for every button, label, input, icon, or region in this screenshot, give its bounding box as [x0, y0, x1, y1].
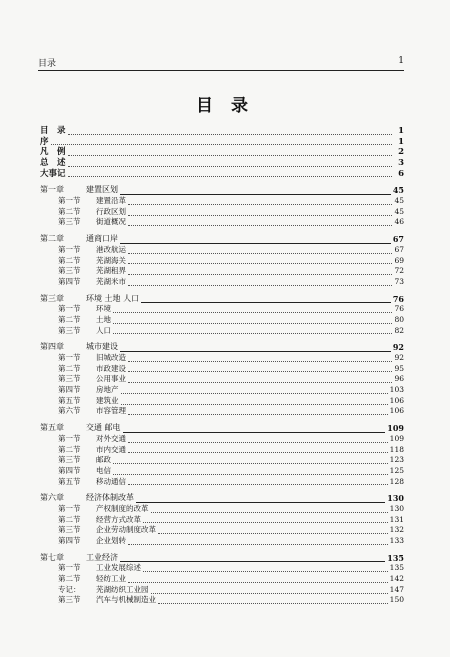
- toc-leader: [51, 143, 392, 145]
- toc-entry-text: 企业划转: [96, 536, 126, 546]
- toc-entry-section[interactable]: [40, 326, 404, 337]
- toc-leader: [151, 511, 388, 513]
- toc-page-number: 92: [394, 353, 404, 363]
- toc-entry-text: 芜湖米市: [96, 276, 126, 286]
- toc-leader: [128, 543, 388, 545]
- toc-entry-text: 汽车与机械制造业: [96, 595, 156, 605]
- toc-page-number: 109: [389, 433, 404, 443]
- toc-leader: [120, 193, 391, 195]
- toc-page-number: 147: [389, 584, 404, 594]
- toc-entry-label: [40, 434, 126, 445]
- toc-entry-number: 第二节: [58, 444, 81, 454]
- running-header: [38, 56, 404, 70]
- toc-leader: [113, 322, 392, 324]
- toc-page-number: 3: [398, 158, 404, 169]
- toc-leader: [128, 203, 392, 205]
- toc-entry-label: [40, 455, 111, 466]
- toc-entry-label: [40, 396, 119, 407]
- toc-page-number: 133: [389, 536, 404, 546]
- toc-entry-text: 邮政: [96, 455, 111, 465]
- toc-entry-text: 电信: [96, 465, 111, 475]
- toc-entry-number: 第一节: [58, 244, 81, 254]
- toc-page-number: 132: [389, 525, 404, 535]
- toc-entry-number: 第二节: [58, 514, 81, 524]
- toc-entry-section[interactable]: [40, 407, 404, 418]
- toc-entry-label: [40, 185, 118, 196]
- toc-leader: [121, 392, 388, 394]
- toc-entry-number: 第五章: [40, 423, 64, 433]
- toc-entry-number: 第一节: [58, 353, 81, 363]
- toc-entry-label: [40, 374, 126, 385]
- toc-entry-text: 建置沿革: [96, 196, 126, 206]
- toc-leader: [123, 431, 386, 433]
- toc-entry-label: [40, 504, 149, 515]
- toc-leader: [128, 252, 392, 254]
- toc-entry-label: [40, 207, 126, 218]
- toc-entry-text: 大事记: [40, 168, 66, 179]
- table-of-contents: [40, 126, 404, 606]
- toc-page-number: 73: [394, 276, 404, 286]
- toc-entry-text: 城市建设: [86, 342, 118, 352]
- toc-entry-label: [40, 585, 149, 596]
- toc-entry-label: [40, 147, 66, 158]
- toc-entry-text: 环境 土地 人口: [86, 293, 140, 303]
- toc-leader: [121, 403, 388, 405]
- toc-entry-section[interactable]: [40, 245, 404, 256]
- toc-entry-section[interactable]: [40, 266, 404, 277]
- toc-leader: [128, 441, 388, 443]
- toc-entry-label: [40, 277, 126, 288]
- toc-entry-chapter[interactable]: [40, 342, 404, 353]
- toc-entry-label: [40, 553, 118, 564]
- toc-entry-label: [40, 385, 119, 396]
- toc-leader: [120, 560, 385, 562]
- toc-entry-number: 第四节: [58, 536, 81, 546]
- toc-entry-chapter[interactable]: [40, 294, 404, 305]
- toc-leader: [136, 501, 385, 503]
- toc-page-number: 1: [398, 136, 404, 147]
- toc-entry-number: 第二节: [58, 363, 81, 373]
- toc-leader: [128, 451, 388, 453]
- toc-entry-label: [40, 266, 126, 277]
- toc-page-number: 150: [389, 595, 404, 605]
- toc-entry-text: 目 录: [40, 125, 66, 136]
- toc-entry-label: [40, 158, 66, 169]
- toc-leader: [68, 154, 392, 156]
- toc-entry-section[interactable]: [40, 196, 404, 207]
- toc-entry-text: 土地: [96, 314, 111, 324]
- toc-leader: [128, 483, 388, 485]
- toc-leader: [68, 133, 392, 135]
- toc-page-number: 80: [394, 314, 404, 324]
- toc-entry-number: 第四节: [58, 465, 81, 475]
- toc-entry-label: [40, 353, 126, 364]
- toc-entry-text: 总 述: [40, 158, 66, 169]
- toc-entry-chapter[interactable]: [40, 493, 404, 504]
- toc-entry-section[interactable]: [40, 563, 404, 574]
- toc-leader: [68, 165, 392, 167]
- toc-entry-label: [40, 137, 49, 148]
- page-title: 目 录: [196, 96, 254, 116]
- toc-entry-chapter[interactable]: [40, 423, 404, 434]
- toc-leader: [128, 224, 392, 226]
- toc-entry-section[interactable]: [40, 525, 404, 536]
- toc-entry-major[interactable]: [40, 147, 404, 158]
- toc-entry-section[interactable]: [40, 218, 404, 229]
- toc-entry-number: 第五节: [58, 476, 81, 486]
- toc-page-number: 118: [389, 444, 404, 454]
- toc-leader: [128, 381, 392, 383]
- toc-entry-number: 第三节: [58, 325, 81, 335]
- toc-entry-label: [40, 574, 126, 585]
- header-section-title: 目录: [38, 59, 57, 69]
- toc-entry-number: 第三节: [58, 217, 81, 227]
- toc-page-number: 1: [398, 125, 404, 136]
- toc-leader: [128, 262, 392, 264]
- toc-entry-label: [40, 196, 126, 207]
- toc-entry-section[interactable]: [40, 536, 404, 547]
- toc-entry-label: [40, 304, 111, 315]
- toc-entry-label: [40, 466, 111, 477]
- toc-entry-number: 第二节: [58, 255, 81, 265]
- toc-leader: [120, 350, 391, 352]
- toc-entry-text: 凡 例: [40, 147, 66, 158]
- toc-entry-label: [40, 525, 156, 536]
- toc-entry-text: 产权制度的改革: [96, 503, 149, 513]
- toc-page-number: 130: [389, 503, 404, 513]
- toc-page-number: 45: [392, 185, 404, 196]
- toc-entry-chapter[interactable]: [40, 234, 404, 245]
- toc-page-number: 76: [394, 304, 404, 314]
- toc-entry-text: 市容管理: [96, 406, 126, 416]
- toc-page-number: 106: [389, 406, 404, 416]
- toc-page-number: 135: [389, 563, 404, 573]
- toc-leader: [120, 242, 391, 244]
- toc-entry-major[interactable]: [40, 126, 404, 137]
- toc-entry-text: 芜湖海关: [96, 255, 126, 265]
- toc-entry-section[interactable]: [40, 364, 404, 375]
- toc-entry-text: 轻纺工业: [96, 574, 126, 584]
- toc-entry-label: [40, 256, 126, 267]
- toc-entry-text: 人口: [96, 325, 111, 335]
- toc-entry-label: [40, 423, 121, 434]
- toc-leader: [128, 413, 388, 415]
- toc-page-number: 106: [389, 395, 404, 405]
- toc-entry-text: 旧城改造: [96, 353, 126, 363]
- toc-entry-text: 市政建设: [96, 363, 126, 373]
- toc-entry-section[interactable]: [40, 477, 404, 488]
- toc-leader: [113, 311, 392, 313]
- toc-leader: [141, 301, 391, 303]
- toc-entry-number: 第二节: [58, 314, 81, 324]
- toc-entry-number: 第一章: [40, 185, 64, 195]
- toc-page-number: 72: [394, 266, 404, 276]
- toc-entry-number: 第二节: [58, 574, 81, 584]
- toc-entry-label: [40, 364, 126, 375]
- toc-entry-text: 移动通信: [96, 476, 126, 486]
- toc-entry-number: 第六章: [40, 493, 64, 503]
- toc-entry-major[interactable]: [40, 137, 404, 148]
- toc-entry-section[interactable]: [40, 374, 404, 385]
- toc-page-number: 109: [387, 423, 404, 434]
- toc-leader: [113, 462, 388, 464]
- toc-entry-text: 工业经济: [86, 552, 118, 562]
- toc-entry-number: 第四节: [58, 385, 81, 395]
- toc-entry-label: [40, 234, 118, 245]
- toc-entry-text: 建置区划: [86, 185, 118, 195]
- toc-entry-number: 第二章: [40, 234, 64, 244]
- toc-entry-text: 行政区划: [96, 206, 126, 216]
- toc-entry-text: 交通 邮电: [86, 423, 121, 433]
- toc-entry-number: 第二节: [58, 206, 81, 216]
- toc-entry-number: 专记：: [58, 584, 81, 594]
- toc-page-number: 82: [394, 325, 404, 335]
- toc-page-number: 67: [394, 244, 404, 254]
- toc-entry-label: [40, 563, 141, 574]
- toc-leader: [128, 273, 392, 275]
- toc-entry-text: 港改航运: [96, 244, 126, 254]
- toc-leader: [113, 332, 392, 334]
- toc-entry-text: 工业发展综述: [96, 563, 141, 573]
- header-page-number: 1: [398, 56, 404, 66]
- toc-page-number: 6: [398, 168, 404, 179]
- toc-page-number: 76: [392, 293, 404, 304]
- toc-entry-label: [40, 326, 111, 337]
- toc-leader: [143, 521, 388, 523]
- toc-entry-section[interactable]: [40, 353, 404, 364]
- toc-entry-number: 第六节: [58, 406, 81, 416]
- toc-entry-major[interactable]: [40, 158, 404, 169]
- toc-leader: [128, 581, 388, 583]
- toc-entry-number: 第一节: [58, 563, 81, 573]
- toc-page-number: 45: [394, 206, 404, 216]
- toc-entry-label: [40, 493, 134, 504]
- toc-page-number: 69: [394, 255, 404, 265]
- toc-entry-text: 市内交通: [96, 444, 126, 454]
- toc-entry-label: [40, 515, 141, 526]
- toc-leader: [128, 284, 392, 286]
- toc-entry-section[interactable]: [40, 304, 404, 315]
- toc-entry-number: 第三节: [58, 525, 81, 535]
- toc-entry-text: 对外交通: [96, 433, 126, 443]
- toc-entry-text: 通商口岸: [86, 234, 118, 244]
- toc-page-number: 67: [392, 234, 404, 245]
- toc-entry-number: 第三节: [58, 266, 81, 276]
- toc-entry-section[interactable]: [40, 256, 404, 267]
- toc-entry-label: [40, 595, 156, 606]
- toc-entry-number: 第七章: [40, 552, 64, 562]
- toc-entry-text: 经济体制改革: [86, 493, 134, 503]
- toc-entry-text: 房地产: [96, 385, 119, 395]
- toc-leader: [158, 602, 388, 604]
- toc-entry-section[interactable]: [40, 596, 404, 607]
- toc-entry-number: 第一节: [58, 304, 81, 314]
- toc-leader: [128, 360, 392, 362]
- toc-entry-label: [40, 315, 111, 326]
- toc-entry-section[interactable]: [40, 515, 404, 526]
- toc-leader: [128, 214, 392, 216]
- toc-entry-label: [40, 294, 139, 305]
- toc-leader: [143, 570, 388, 572]
- toc-entry-section[interactable]: [40, 445, 404, 456]
- toc-entry-label: [40, 126, 66, 137]
- header-rule: [38, 70, 404, 71]
- toc-entry-section[interactable]: [40, 455, 404, 466]
- toc-entry-number: 第一节: [58, 503, 81, 513]
- toc-entry-major[interactable]: [40, 169, 404, 180]
- toc-page-number: 2: [398, 147, 404, 158]
- toc-entry-number: 第一节: [58, 433, 81, 443]
- toc-entry-number: 第四章: [40, 342, 64, 352]
- toc-entry-label: [40, 169, 66, 180]
- toc-entry-number: 第三章: [40, 293, 64, 303]
- toc-entry-label: [40, 536, 126, 547]
- toc-leader: [113, 473, 388, 475]
- toc-entry-section[interactable]: [40, 466, 404, 477]
- toc-page-number: 45: [394, 196, 404, 206]
- toc-leader: [151, 592, 388, 594]
- toc-entry-label: [40, 477, 126, 488]
- toc-page-number: 131: [389, 514, 404, 524]
- toc-entry-number: 第四节: [58, 276, 81, 286]
- toc-entry-section[interactable]: [40, 277, 404, 288]
- toc-leader: [128, 370, 392, 372]
- toc-entry-text: 芜湖纺织工业园: [96, 584, 149, 594]
- toc-page-number: 95: [394, 363, 404, 373]
- toc-entry-text: 公用事业: [96, 374, 126, 384]
- toc-entry-label: [40, 342, 118, 353]
- toc-entry-text: 企业劳动制度改革: [96, 525, 156, 535]
- toc-entry-section[interactable]: [40, 434, 404, 445]
- toc-entry-text: 经营方式改革: [96, 514, 141, 524]
- toc-entry-section[interactable]: [40, 504, 404, 515]
- toc-entry-label: [40, 245, 126, 256]
- toc-page-number: 125: [389, 465, 404, 475]
- toc-entry-text: 街道概况: [96, 217, 126, 227]
- toc-page-number: 135: [387, 552, 404, 563]
- toc-entry-chapter[interactable]: [40, 553, 404, 564]
- toc-leader: [158, 532, 388, 534]
- toc-entry-number: 第三节: [58, 595, 81, 605]
- toc-page-number: 46: [394, 217, 404, 227]
- toc-entry-label: [40, 445, 126, 456]
- toc-entry-section[interactable]: [40, 396, 404, 407]
- toc-entry-chapter[interactable]: [40, 185, 404, 196]
- toc-entry-section[interactable]: [40, 207, 404, 218]
- toc-entry-number: 第三节: [58, 455, 81, 465]
- toc-entry-number: 第一节: [58, 196, 81, 206]
- toc-page-number: 92: [392, 342, 404, 353]
- toc-entry-section[interactable]: [40, 385, 404, 396]
- toc-entry-label: [40, 217, 126, 228]
- toc-entry-text: 芜湖租界: [96, 266, 126, 276]
- toc-page-number: 103: [389, 385, 404, 395]
- toc-entry-section[interactable]: [40, 315, 404, 326]
- toc-leader: [68, 175, 392, 177]
- toc-entry-text: 序: [40, 136, 49, 147]
- toc-page-number: 130: [387, 493, 404, 504]
- toc-page-number: 96: [394, 374, 404, 384]
- toc-page-number: 128: [389, 476, 404, 486]
- toc-entry-number: 第三节: [58, 374, 81, 384]
- toc-entry-number: 第五节: [58, 395, 81, 405]
- toc-page-number: 123: [389, 455, 404, 465]
- toc-entry-text: 环境: [96, 304, 111, 314]
- toc-entry-section[interactable]: [40, 574, 404, 585]
- toc-entry-text: 建筑业: [96, 395, 119, 405]
- toc-entry-section[interactable]: [40, 585, 404, 596]
- toc-page-number: 142: [389, 574, 404, 584]
- toc-entry-label: [40, 406, 126, 417]
